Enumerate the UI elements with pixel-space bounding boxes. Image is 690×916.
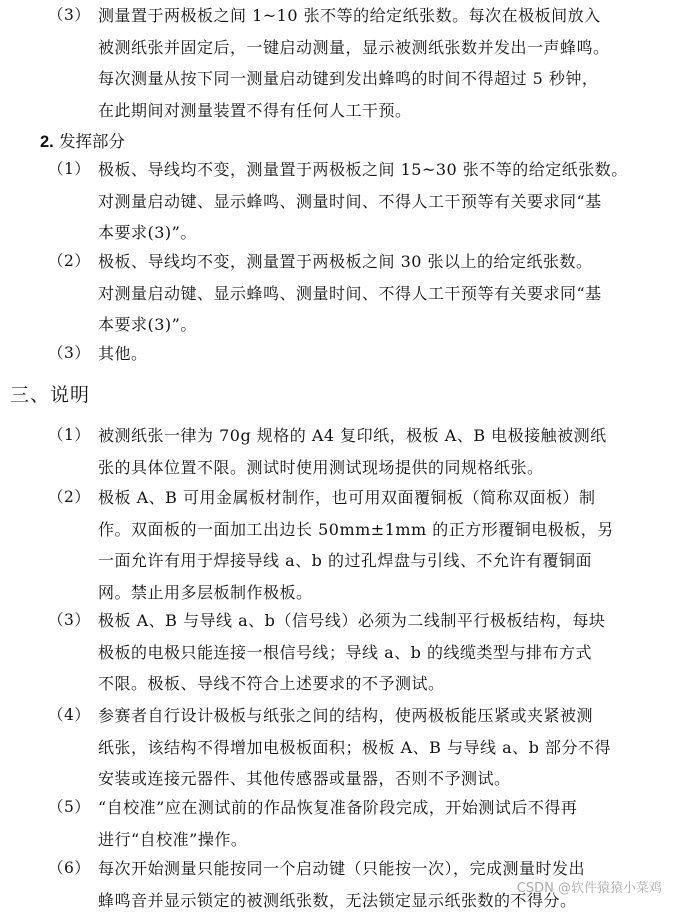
text-line: 其他。 [98, 338, 668, 370]
text-line: 极板 A、B 可用金属板材制作，也可用双面覆铜板（简称双面板）制 [98, 482, 668, 514]
text-line: 进行“自校准”操作。 [98, 824, 668, 856]
text-line: 每次测量从按下同一测量启动键到发出蜂鸣的时间不得超过 5 秒钟， [98, 63, 668, 95]
text-line: 张的具体位置不限。测试时使用测试现场提供的同规格纸张。 [98, 452, 668, 484]
item-text [98, 154, 668, 249]
text-line: 测量置于两极板之间 1~10 张不等的给定纸张数。每次在极板间放入 [98, 0, 668, 32]
item-text [98, 0, 668, 126]
item-number: （3） [48, 0, 90, 32]
item-text [98, 482, 668, 608]
item-number: （3） [48, 605, 90, 637]
item-number: （6） [48, 853, 90, 885]
text-line: 一面允许有用于焊接导线 a、b 的过孔焊盘与引线、不允许有覆铜面 [98, 545, 668, 577]
item-text [98, 338, 668, 370]
item-number: （2） [48, 246, 90, 278]
text-line: 被测纸张一律为 70g 规格的 A4 复印纸，极板 A、B 电极接触被测纸 [98, 420, 668, 452]
text-line: 对测量启动键、显示蜂鸣、测量时间、不得人工干预等有关要求同“基 [98, 278, 668, 310]
text-line: 网。禁止用多层板制作极板。 [98, 577, 668, 609]
text-line: 每次开始测量只能按同一个启动键（只能按一次），完成测量时发出 [98, 853, 668, 885]
item-number: （1） [48, 420, 90, 452]
text-line: 对测量启动键、显示蜂鸣、测量时间、不得人工干预等有关要求同“基 [98, 186, 668, 218]
text-line: 参赛者自行设计极板与纸张之间的结构，使两极板能压紧或夹紧被测 [98, 700, 668, 732]
text-line: 本要求(3)”。 [98, 309, 668, 341]
watermark: CSDN @软件猿猿小菜鸡 [517, 877, 662, 896]
text-line: 本要求(3)”。 [98, 217, 668, 249]
text-line: 被测纸张并固定后，一键启动测量，显示被测纸张数并发出一声蜂鸣。 [98, 32, 668, 64]
text-line: 纸张，该结构不得增加电极板面积；极板 A、B 与导线 a、b 部分不得 [98, 732, 668, 764]
subheading-title: 发挥部分 [59, 132, 125, 151]
text-line: 极板、导线均不变，测量置于两极板之间 30 张以上的给定纸张数。 [98, 246, 668, 278]
text-line: 极板、导线均不变，测量置于两极板之间 15~30 张不等的给定纸张数。 [98, 154, 668, 186]
text-line: 安装或连接元器件、其他传感器或量器，否则不予测试。 [98, 763, 668, 795]
item-text [98, 605, 668, 700]
text-line: 在此期间对测量装置不得有任何人工干预。 [98, 95, 668, 127]
item-text [98, 420, 668, 483]
item-number: （5） [48, 792, 90, 824]
text-line: 极板 A、B 与导线 a、b（信号线）必须为二线制平行极板结构，每块 [98, 605, 668, 637]
subheading-number: 2. [40, 133, 54, 151]
section-heading: 三、说明 [10, 379, 90, 411]
item-number: （4） [48, 700, 90, 732]
text-line: “自校准”应在测试前的作品恢复准备阶段完成，开始测试后不得再 [98, 792, 668, 824]
item-text [98, 700, 668, 795]
text-line: 不限。极板、导线不符合上述要求的不予测试。 [98, 668, 668, 700]
item-text [98, 792, 668, 855]
item-number: （3） [48, 338, 90, 370]
text-line: 作。双面板的一面加工出边长 50mm±1mm 的正方形覆铜电极板，另 [98, 514, 668, 546]
item-number: （1） [48, 154, 90, 186]
item-text [98, 246, 668, 341]
item-number: （2） [48, 482, 90, 514]
text-line: 极板的电极只能连接一根信号线；导线 a、b 的线缆类型与排布方式 [98, 637, 668, 669]
text-line: 蜂鸣音并显示锁定的被测纸张数，无法锁定显示纸张数的不得分。 [98, 885, 668, 916]
